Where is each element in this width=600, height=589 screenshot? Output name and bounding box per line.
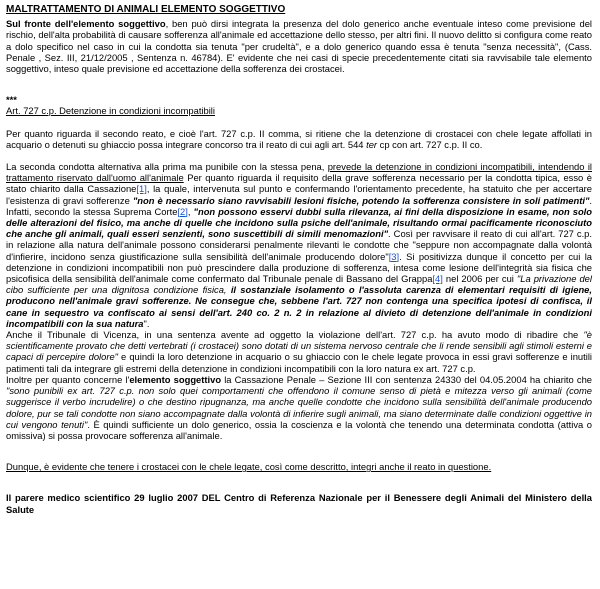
text-run: Anche il Tribunale di Vicenza, in una sentenza avente ad oggetto la violazione dell'art. 727 c.p. ha avuto modo di ribadire che — [6, 329, 584, 341]
text-run-italic: ter — [366, 138, 378, 150]
paragraph-parere-medico: Il parere medico scientifico 29 luglio 2007 DEL Centro di Referenza Nazionale per il Benessere degli Animali del Ministero della Salute — [6, 492, 592, 515]
text-run: Per quanto riguarda il requisito della grave sofferenza necessario per la condotta tipica, esso è stato chiarito dalla Cassazione — [6, 172, 592, 195]
section-separator: *** — [6, 94, 17, 106]
quote-italic: "sono punibili ex art. 727 c.p. non solo quei comportamenti che offendono il comune senso di pietà e mitezza verso gli animali (come suggerisce il verbo incrudelire) o che destino ripugnanza, ma anche quelle condotte che incidono sulla sensibilità dell'animale producendo dolore, pur se tali condotte non siano accompagnate dalla volontà di infierire sugli animali, ma siano determinate dalle condizioni oggettive in cui vengono tenuti" — [6, 385, 592, 430]
text-run: . Si positivizza dunque il concetto per cui la detenzione in condizioni incompatibili non può prescindere dalla produzione di sofferenza, intesa come lesione dell'integrità sia fisica che psicofisica della sensibilità dell'animale come confermato dal Tribunale penale di Bassano del Grappa — [6, 250, 592, 285]
text-run: e quindi la loro detenzione in acquario o su ghiaccio con le chele legate provoca in essi gravi sofferenze e inutili patimenti tali da integrare gli estremi della detenzione in condizioni incompatibili con la loro natura ex art. 727 c.p. — [6, 351, 592, 374]
text-run: . Infatti, secondo la stessa Suprema Corte — [6, 194, 592, 217]
text-run: , — [187, 205, 194, 217]
text-run: La seconda condotta alternativa alla prima ma punibile con la stessa pena, — [6, 161, 328, 173]
paragraph-conclusione: Dunque, è evidente che tenere i crostacei con le chele legate, così come descritto, integri anche il reato in questione. — [6, 461, 492, 473]
text-run: nel 2006 per cui — [442, 273, 517, 285]
paragraph-detenzione — [6, 161, 592, 329]
text-run: . È quindi sufficiente un dolo generico, ossia la coscienza e la volontà che tenendo una determinata condotta (attiva o omissiva) si possa provocare sofferenza all'animale. — [6, 418, 592, 441]
quote-bold-italic: "non è necessario siano ravvisabili lesioni fisiche, potendo la sofferenza consistere in soli patimenti" — [132, 194, 590, 206]
lead-phrase: Sul fronte dell'elemento soggettivo — [6, 18, 166, 30]
text-run: , la quale, intervenuta sul punto e confermando l'orientamento precedente, ha statuito che per accertare l'esistenza di gravi sofferenze — [6, 183, 592, 206]
quote-bold-italic: "non possono esservi dubbi sulla rilevanza, ai fini della disposizione in esame, non solo delle alterazioni del fisico, ma anche di quelle che incidono sulla psiche dell'animale, risultando ormai pacificamente riconosciuto che anche gli animali, quali esseri senzienti, sono suscettibili di simili menomazioni" — [6, 205, 593, 240]
text-run-bold: elemento soggettivo — [129, 373, 222, 385]
section-heading: Art. 727 c.p. Detenzione in condizioni incompatibili — [6, 105, 215, 117]
paragraph-text: , ben può dirsi integrata la presenza del dolo generico anche eventuale inteso come previsione del rischio, dell'alta probabilità di causare sofferenza all'animale ed accettazione dello stesso, per altri fini. Il nuovo delitto si configura come reato a dolo specifico nel caso in cui la condotta sia tenuta "per crudeltà", e a dolo generico quando essa è tenuta "senza necessità", (Cass. Penale , Sez. III, 21/12/2005 , Sentenza n. 46784). E' evidente che nei casi di specie precedentemente citati sia ravvisabile tale elemento soggettivo, inteso quale previsione ed accettazione della sofferenza dei crostacei. — [6, 18, 592, 75]
footnote-link-1[interactable]: [1] — [136, 183, 147, 195]
quote-italic: "La privazione del cibo sufficiente per una dignitosa condizione fisica, — [6, 273, 592, 296]
paragraph-secondo-reato — [6, 128, 592, 150]
paragraph-cassazione — [6, 374, 592, 441]
text-run: la Cassazione Penale – Sezione III con sentenza 24330 del 04.05.2004 ha chiarito che — [221, 373, 593, 385]
footnote-link-3[interactable]: [3] — [388, 250, 400, 262]
paragraph-elemento-soggettivo — [6, 18, 592, 74]
text-run: Per quanto riguarda il secondo reato, e cioè l'art. 727 c.p. II comma, si ritiene che la detenzione di crostacei con chele legate affollati in acquario o detenuti su ghiaccio possa integrare concorso tra il reato di cui agli art. 544 — [6, 127, 592, 150]
text-run: ". — [143, 317, 150, 329]
quote-italic: "è scientificamente provato che detti vertebrati (i crostacei) sono dotati di un sistema nervoso centrale che li rende sensibili agli stimoli esterni e capaci di percepire dolore" — [6, 329, 592, 363]
text-run: Inoltre per quanto concerne l' — [6, 373, 130, 385]
paragraph-tribunale-vicenza — [6, 329, 592, 374]
footnote-link-4[interactable]: [4] — [432, 273, 443, 285]
footnote-link-2[interactable]: [2] — [177, 205, 188, 217]
text-run: . Così per ravvisare il reato di cui all'art. 727 c.p. in relazione alla natura dell'animale possono considerarsi penalmente rilevanti le condotte che "seppure non accompagnate dalla volontà d'infierire, incidono senza giustificazione sulla sensibilità dell'animale producendo dolore" — [6, 228, 592, 262]
text-run: cp con art. 727 c.p. II co. — [377, 138, 483, 150]
quote-bold-italic: il sostanziale isolamento o l'assoluta carenza di elementari requisiti di igiene, producono nell'animale gravi sofferenze. Ne consegue che, sebbene l'art. 727 non contenga una specifica ipotesi di confisca, il cane in sequestro va confiscato ai sensi dell'art. 240 co. 2 n. 2 in relazione al divieto di detenzione dell'animale in condizioni incompatibili con la sua natura — [6, 284, 592, 329]
text-run-underlined: prevede la detenzione in condizioni incompatibili, intendendo il trattamento riservato dall'uomo all'animale — [6, 161, 593, 184]
document-title: MALTRATTAMENTO DI ANIMALI ELEMENTO SOGGETTIVO — [6, 4, 286, 15]
